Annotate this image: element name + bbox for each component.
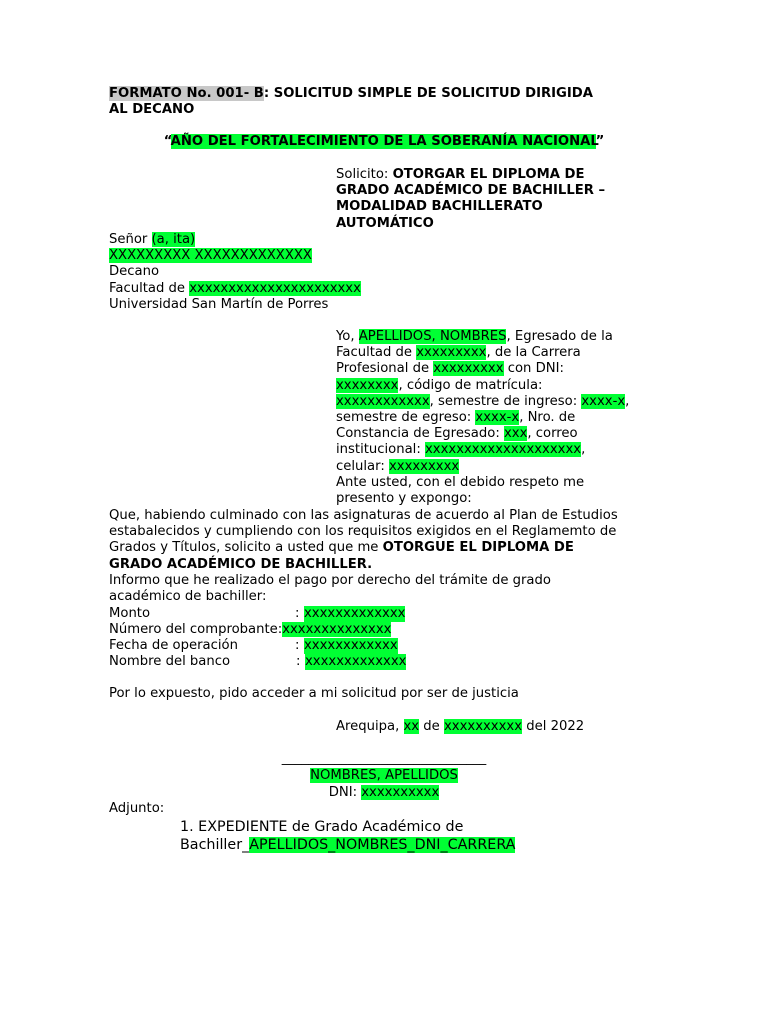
text: OTORGUE EL DIPLOMA DE	[382, 540, 574, 556]
payment-row	[109, 654, 407, 670]
format-number: FORMATO No. 001- B	[109, 86, 264, 101]
applicant-career: xxxxxxxxx	[433, 361, 504, 377]
text: Que, habiendo culminado con las asignaturas de acuerdo al Plan de Estudios	[109, 508, 618, 523]
payment-value: xxxxxxxxxxxx	[304, 638, 398, 653]
payment-label: Número del comprobante	[109, 622, 278, 637]
date-month: xxxxxxxxxx	[443, 719, 523, 734]
text: con DNI:	[503, 361, 564, 377]
year-motto	[0, 134, 768, 150]
text: :	[295, 638, 300, 653]
text: 1. EXPEDIENTE de Grado Académico de	[180, 819, 464, 835]
date-day: xx	[403, 719, 420, 734]
text: , de la Carrera	[486, 345, 581, 361]
university-name: Universidad San Martín de Porres	[109, 296, 329, 312]
payment-label: Fecha de operación	[109, 638, 238, 653]
text: estabalecidos y cumpliendo con los requisitos exigidos en el Reglamemto de	[109, 524, 617, 540]
applicant-faculty: xxxxxxxxx	[416, 345, 487, 361]
text: , Nro. de	[519, 410, 576, 426]
payment-value: xxxxxxxxxxxxxx	[282, 622, 392, 637]
payment-value: xxxxxxxxxxxxx	[305, 654, 407, 669]
text: de	[419, 719, 444, 734]
addressee-block	[109, 232, 361, 313]
text: del 2022	[522, 719, 585, 734]
document-title	[109, 86, 593, 102]
attachment-item	[180, 818, 515, 854]
text: académico de bachiller:	[109, 589, 267, 605]
dean-name: XXXXXXXXX XXXXXXXXXXXXX	[109, 248, 312, 264]
text: Constancia de Egresado:	[336, 426, 504, 442]
subject-line: AUTOMÁTICO	[336, 215, 434, 231]
text: :	[295, 606, 300, 621]
signature-dni	[0, 785, 768, 801]
payment-row	[109, 622, 391, 638]
year-motto-text: AÑO DEL FORTALECIMIENTO DE LA SOBERANÍA NACIONAL	[170, 134, 596, 149]
attachments-label: Adjunto:	[109, 801, 165, 816]
subject-line: OTORGAR EL DIPLOMA DE	[392, 167, 585, 182]
text: presento y expongo:	[336, 491, 472, 507]
applicant-exit-semester: xxxx-x	[475, 410, 520, 426]
applicant-phone: xxxxxxxxx	[388, 458, 460, 474]
request-body	[109, 508, 669, 605]
applicant-enrollment-code: xxxxxxxxxxxx	[336, 393, 430, 409]
closing-text: Por lo expuesto, pido acceder a mi solicitud por ser de justicia	[109, 686, 519, 701]
open-quote: “	[163, 134, 171, 149]
text: Facultad de	[336, 345, 417, 361]
text: , código de matrícula:	[398, 377, 543, 393]
signature-names	[0, 768, 768, 784]
subject-label: Solicito:	[336, 167, 393, 182]
text: celular:	[336, 458, 389, 474]
salutation-suffix: (a, ita)	[151, 232, 196, 247]
text: Grados y Títulos, solicito a usted que me	[109, 540, 383, 556]
text: ,	[625, 393, 630, 409]
subject-block	[336, 167, 666, 232]
subject-line: MODALIDAD BACHILLERATO	[336, 199, 543, 215]
payment-row	[109, 638, 398, 654]
text: , semestre de ingreso:	[429, 393, 582, 409]
text: Informo que he realizado el pago por derecho del trámite de grado	[109, 572, 551, 588]
text: institucional:	[336, 442, 425, 458]
faculty-value: xxxxxxxxxxxxxxxxxxxxxx	[189, 280, 361, 296]
payment-label: Monto	[109, 606, 151, 621]
text: :	[296, 654, 301, 669]
applicant-block	[336, 329, 666, 507]
document-title-line2	[109, 102, 194, 118]
salutation: Señor	[109, 232, 152, 247]
applicant-certificate-number: xxx	[503, 426, 528, 442]
attachment-filename: APELLIDOS_NOMBRES_DNI_CARRERA	[249, 837, 516, 853]
title-text: : SOLICITUD SIMPLE DE SOLICITUD DIRIGIDA	[263, 86, 593, 101]
faculty-label: Facultad de	[109, 280, 190, 296]
applicant-email: xxxxxxxxxxxxxxxxxxxx	[424, 442, 582, 458]
payment-row	[109, 606, 406, 622]
payment-value: xxxxxxxxxxxxx	[304, 606, 406, 621]
text: Yo,	[336, 329, 359, 344]
text: Arequipa,	[336, 719, 404, 734]
applicant-names: APELLIDOS, NOMBRES	[358, 329, 507, 344]
subject-line: GRADO ACADÉMICO DE BACHILLER –	[336, 183, 606, 199]
title-text-line2: AL DECANO	[109, 102, 195, 117]
text: , correo	[527, 426, 578, 442]
text: Ante usted, con el debido respeto me	[336, 474, 585, 490]
text: semestre de egreso:	[336, 410, 476, 426]
signer-dni: xxxxxxxxxx	[361, 785, 440, 800]
text: Profesional de	[336, 361, 434, 377]
signer-names: NOMBRES, APELLIDOS	[310, 768, 458, 783]
text: :	[277, 622, 283, 637]
payment-label: Nombre del banco	[109, 654, 231, 669]
close-quote: ”	[595, 134, 605, 149]
applicant-dni: xxxxxxxx	[336, 377, 399, 393]
text: , Egresado de la	[506, 329, 613, 344]
text: DNI:	[328, 785, 362, 800]
dean-role: Decano	[109, 264, 160, 280]
applicant-entry-semester: xxxx-x	[581, 393, 626, 409]
text: Bachiller_	[180, 837, 250, 853]
text: ,	[581, 442, 586, 458]
date-line	[336, 719, 584, 735]
text: GRADO ACADÉMICO DE BACHILLER.	[109, 556, 373, 572]
signature-line: _______________________________	[281, 751, 487, 766]
